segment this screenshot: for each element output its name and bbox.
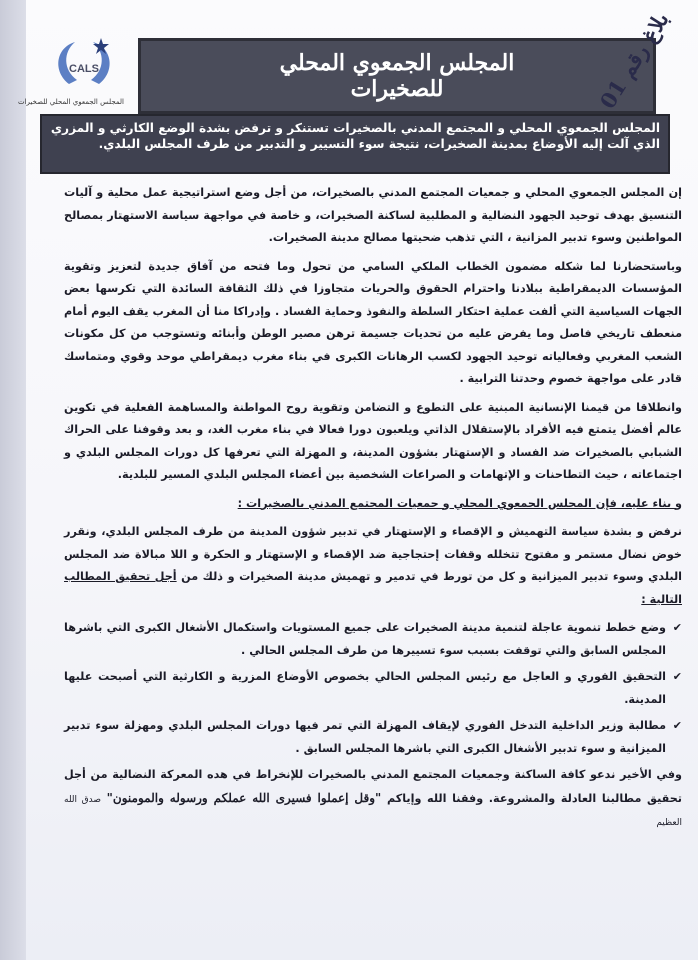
logo-acronym: CALS [69,63,99,75]
cals-logo [17,36,124,112]
paper-edge [0,0,26,960]
page-title-line1: المجلس الجمعوي المحلي [279,50,515,76]
closing-text: وفي الأخير ندعو كافة الساكنة وجمعيات المجتمع المدني بالصخيرات للإنخراط في هده المعركة النضالية من أجل تحقيق مطالبنا العادلة والمشروعة. وفقنا الله وإياكم [64,768,682,805]
demand-text: التحقيق الفوري و العاجل مع رئيس المجلس الحالي بخصوص الأوضاع المزرية و الكارثية التي أصبحت عليها المدينة. [64,670,666,706]
list-item [64,715,682,760]
statement-body [64,182,682,841]
page-title-line2: للصخيرات [350,76,444,102]
paragraph-3: وانطلاقا من قيمنا الإنسانية المبنية على التطوع و التضامن وتقوية روح المواطنة والمساهمة الفعلية في تكوين عالم أفضل يتمتع فيه الأفراد بالإستقلال الذاتي ويلعبون دورا فعالا في بناء مغرب الغد، و بعد وقوفنا على الحراك الشبابي بالصخيرات ضد الفساد و الإستهتار بشؤون المدينة، و المهزلة التي تعرفها كل دورات المجلس البلدي و اجتماعاته ، حيث التطاحنات و الإتهامات و الصراعات الشخصية بين أعضاء المجلس البلدي المسير للبلدية. [64,400,682,481]
demands-list [64,617,682,760]
checkmark-icon: ✔ [672,719,682,732]
checkmark-icon: ✔ [672,621,682,634]
demand-text: مطالبة وزير الداخلية التدخل الفوري لإيقاف المهزلة التي تمر فيها دورات المجلس البلدي ومهزلة سوء تدبير الميزانية و سوء تدبير الأشغال الكبرى التي باشرها المجلس السابق . [64,719,666,755]
handwritten-stamp: بلاغ رقم 01 [594,7,674,114]
list-item [64,617,682,662]
paragraph-resolution [64,521,682,611]
intro-banner: المجلس الجمعوي المحلي و المجتمع المدني بالصخيرات تستنكر و ترفض بشدة الوضع الكارثي و المزري الذي آلت إليه الأوضاع بمدينة الصخيرات، نتيجة سوء التسيير و التدبير من طرف المجلس البلدي. [40,114,670,174]
closing-paragraph [64,764,682,835]
resolution-heading: و بناء عليه، فإن المجلس الجمعوي المحلي و جمعيات المجتمع المدني بالصخيرات : [237,496,682,510]
resolution-text: نرفض و بشدة سياسة التهميش و الإقصاء و الإستهتار في تدبير شؤون المدينة من طرف المجلس البلدي، ونقرر خوض نضال مستمر و مفتوح تتخلله وقفات إحتجاجية ضد الإقصاء و الإستهتار و الحكرة و اللا مبالاة ضد المجلس البلدي وسوء تدبير الميزانية و كل من تورط في تدمير و تهميش مدينة الصخيرات و ذلك من [64,525,682,583]
closing-quote: "وقل إعملوا فسيرى الله عملكم ورسوله والمومنون" [106,790,382,805]
paragraph-1: إن المجلس الجمعوي المحلي و جمعيات المجتمع المدني بالصخيرات، من أجل وضع استراتيجية عمل محلية و آليات التنسيق بهدف توحيد الجهود النضالية و المطلبية لساكنة الصخيرات، و خاصة في مواجهة سياسة الاستهتار بمصالح المواطنين وسوء تدبير المزانية ، التي تذهب ضحيتها مصالح مدينة الصخيرات. [64,186,682,244]
checkmark-icon: ✔ [672,670,682,683]
title-banner [138,38,656,114]
closing-reference: صدق الله العظيم [64,794,682,828]
logo-caption: المجلس الجمعوي المحلي للصخيرات [17,98,124,106]
cals-logo-emblem [49,36,119,96]
demand-text: وضع خطط تنموية عاجلة لتنمية مدينة الصخيرات على جميع المستويات واستكمال الأشغال الكبرى التي باشرها المجلس السابق والتي توقفت بسبب سوء تسييرها من طرف المجلس الحالي . [64,621,666,657]
paragraph-2: وباستحضارنا لما شكله مضمون الخطاب الملكي السامي من تحول وما فتحه من آفاق جديدة لتعزيز وتقوية المؤسسات الديمقراطية ببلادنا واحترام الحقوق والحريات متجاوزا في ذلك الثقافة السائدة التي تكرسها بعض الجهات السياسية التي ألفت عملية احتكار السلطة والنفوذ وحماية الفساد . وإدراكا منا أن المغرب يقف اليوم أمام منعطف تاريخي فاصل وما يفرض عليه من تحديات جسيمة ترهن مصير الوطن وأبنائه وتستوجب من كل مكونات الشعب المغربي وفعالياته توحيد الجهود لكسب الرهانات الكبرى في بناء مغرب ديمقراطي موحد وقوي ومتماسك قادر على مواجهة خصوم وحدتنا الترابية . [64,259,682,385]
demands-heading: أجل تحقيق المطالب التالية : [64,570,682,606]
list-item [64,666,682,711]
